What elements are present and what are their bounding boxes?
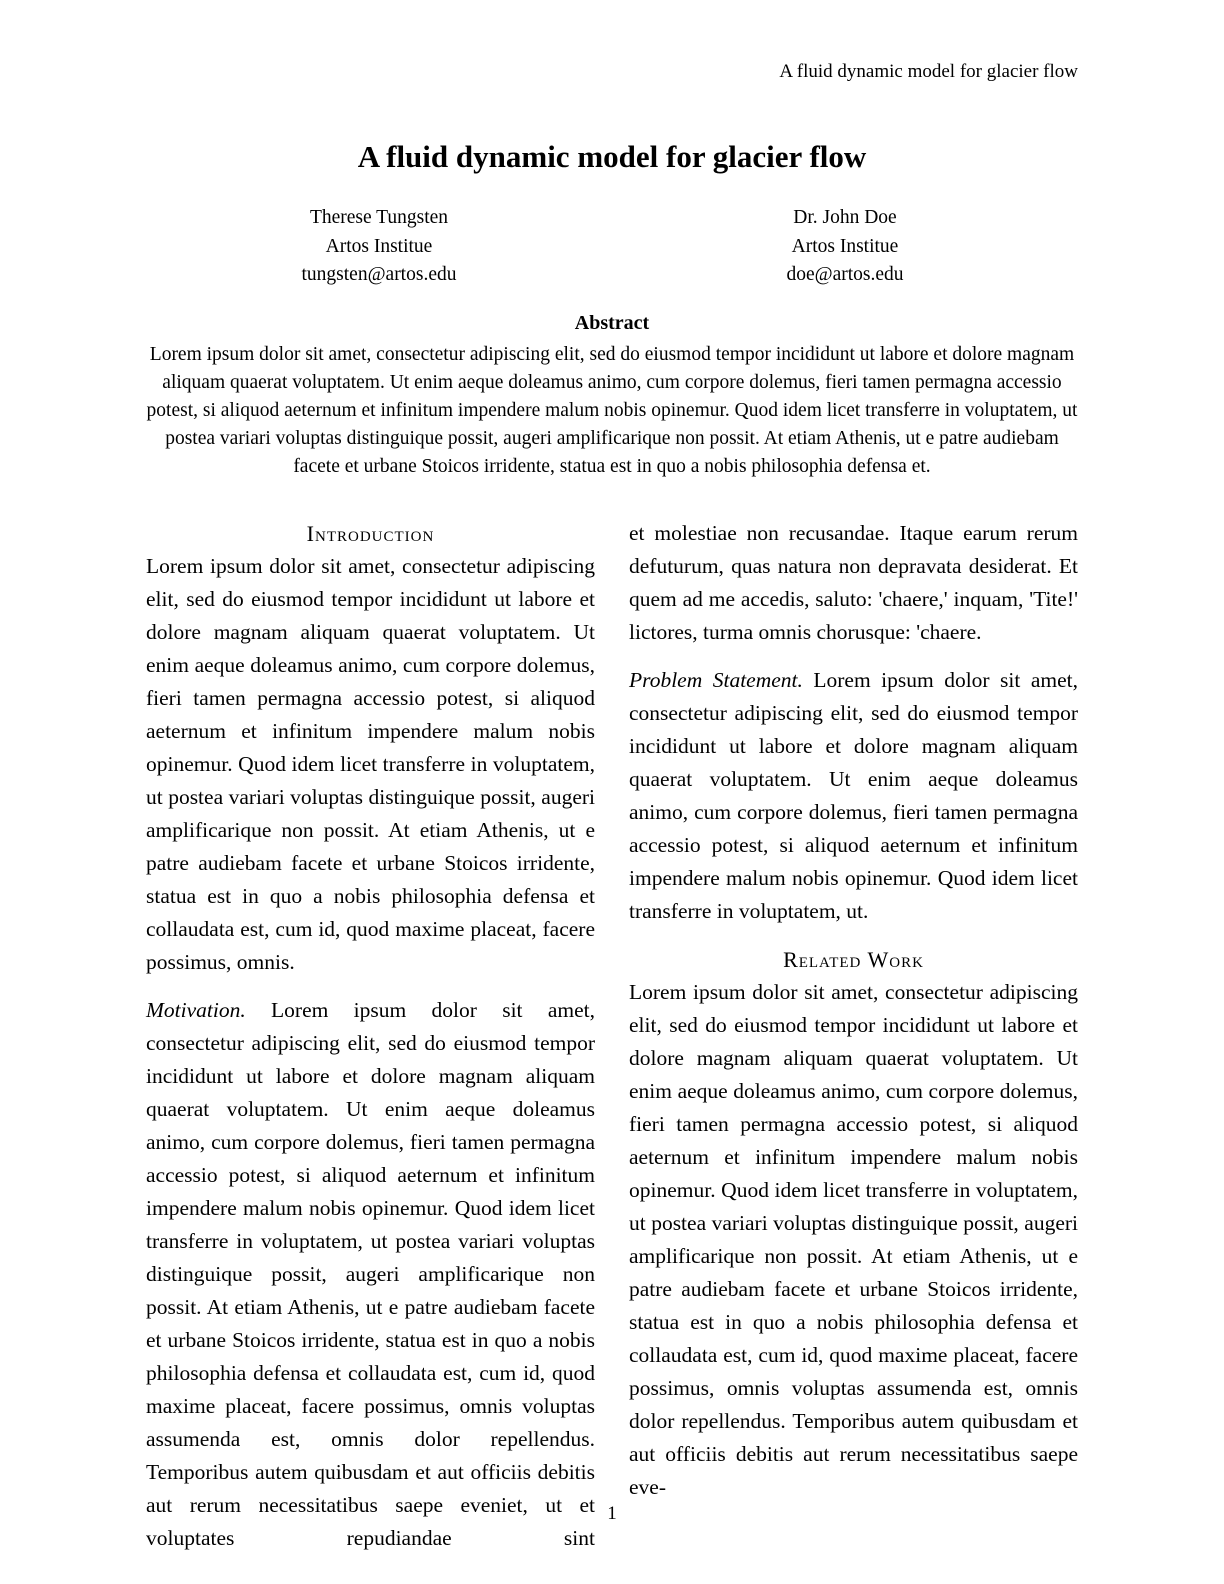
author-1-affiliation: Artos Institue	[325, 235, 433, 257]
author-2	[612, 204, 1078, 290]
section-heading-introduction: Introduction	[306, 520, 435, 546]
abstract-text: Lorem ipsum dolor sit amet, consectetur adipiscing elit, sed do eiusmod tempor incididunt ut labore et dolore magnam aliquam quaerat voluptatem. Ut enim aeque doleamus animo, cum corpore dolemus, fieri tamen permagna accessio potest, si aliquod aeternum et infinitum impendere malum nobis opinemur. Quod idem licet transferre in voluptatem, ut postea variari voluptas distinguique possit, augeri amplificarique non possit. At etiam Athenis, ut e patre audiebam facete et urbane Stoicos irridente, statua est in quo a nobis philosophia defensa et.	[146, 343, 1078, 477]
author-1	[146, 204, 612, 290]
motivation-label: Motivation.	[146, 997, 246, 1022]
author-2-affiliation: Artos Institue	[791, 235, 899, 257]
author-block	[146, 204, 1078, 290]
right-column	[629, 517, 1078, 1555]
motivation-text: Lorem ipsum dolor sit amet, consectetur adipiscing elit, sed do eiusmod tempor incididunt ut labore et dolore magnam aliquam quaerat voluptatem. Ut enim aeque doleamus animo, cum corpore dolemus, fieri tamen permagna accessio potest, si aliquod aeternum et infinitum impendere malum nobis opinemur. Quod idem licet transferre in voluptatem, ut postea variari voluptas distinguique possit, augeri amplificarique non possit. At etiam Athenis, ut e patre audiebam facete et urbane Stoicos irridente, statua est in quo a nobis philosophia defensa et collaudata est, cum id, quod maxime placeat, facere possimus, omnis voluptas assumenda est, omnis dolor repellendus. Temporibus autem quibusdam et aut officiis debitis aut rerum necessitatibus saepe eveniet, ut et voluptates repudiandae sint	[146, 997, 595, 1550]
page-footer	[0, 1502, 1224, 1526]
page-number: 1	[607, 1503, 617, 1524]
abstract-heading: Abstract	[574, 311, 650, 334]
related-work-paragraph: Lorem ipsum dolor sit amet, consectetur adipiscing elit, sed do eiusmod tempor incididunt ut labore et dolore magnam aliquam quaerat voluptatem. Ut enim aeque doleamus animo, cum corpore dolemus, fieri tamen permagna accessio potest, si aliquod aeternum et infinitum impendere malum nobis opinemur. Quod idem licet transferre in voluptatem, ut postea variari voluptas distinguique possit, augeri amplificarique non possit. At etiam Athenis, ut e patre audiebam facete et urbane Stoicos irridente, statua est in quo a nobis philosophia defensa et collaudata est, cum id, quod maxime placeat, facere possimus, omnis voluptas assumenda est, omnis dolor repellendus. Temporibus autem quibusdam et aut officiis debitis aut rerum necessitatibus saepe eve-	[629, 979, 1078, 1499]
author-2-name: Dr. John Doe	[793, 207, 897, 228]
section-heading-related-work: Related Work	[783, 946, 924, 972]
problem-statement-text: Lorem ipsum dolor sit amet, consectetur adipiscing elit, sed do eiusmod tempor incididunt ut labore et dolore magnam aliquam quaerat voluptatem. Ut enim aeque doleamus animo, cum corpore dolemus, fieri tamen permagna accessio potest, si aliquod aeternum et infinitum impendere malum nobis opinemur. Quod idem licet transferre in voluptatem, ut.	[629, 667, 1079, 923]
problem-statement-label: Problem Statement.	[629, 667, 803, 692]
problem-statement-paragraph	[629, 664, 1078, 928]
page-title: A fluid dynamic model for glacier flow	[357, 139, 867, 174]
left-column	[146, 517, 595, 1555]
author-1-email: tungsten@artos.edu	[301, 264, 457, 285]
two-column-body	[146, 517, 1078, 1555]
introduction-paragraph: Lorem ipsum dolor sit amet, consectetur adipiscing elit, sed do eiusmod tempor incididunt ut labore et dolore magnam aliquam quaerat voluptatem. Ut enim aeque doleamus animo, cum corpore dolemus, fieri tamen permagna accessio potest, si aliquod aeternum et infinitum impendere malum nobis opinemur. Quod idem licet transferre in voluptatem, ut postea variari voluptas distinguique possit, augeri amplificarique non possit. At etiam Athenis, ut e patre audiebam facete et urbane Stoicos irridente, statua est in quo a nobis philosophia defensa et collaudata est, cum id, quod maxime placeat, facere possimus, omnis.	[146, 553, 595, 974]
motivation-paragraph	[146, 994, 595, 1555]
author-2-email: doe@artos.edu	[786, 264, 904, 285]
motivation-continuation-paragraph: et molestiae non recusandae. Itaque earum rerum defuturum, quas natura non depravata desiderat. Et quem ad me accedis, saluto: 'chaere,' inquam, 'Tite!' lictores, turma omnis chorusque: 'chaere.	[629, 520, 1078, 644]
running-head: A fluid dynamic model for glacier flow	[779, 61, 1078, 82]
author-1-name: Therese Tungsten	[309, 207, 449, 228]
